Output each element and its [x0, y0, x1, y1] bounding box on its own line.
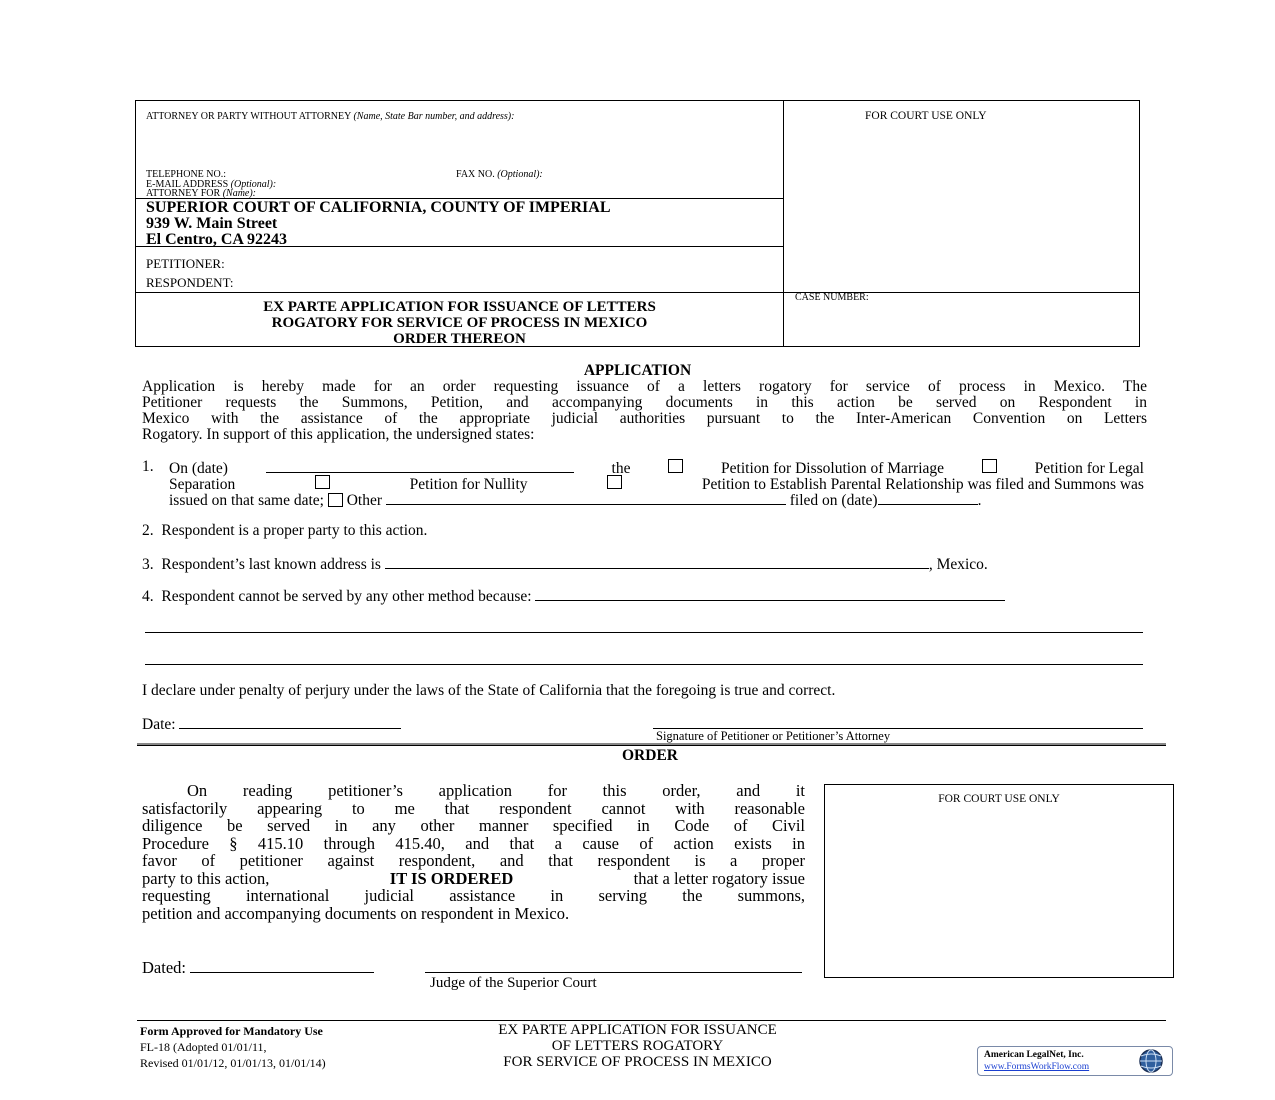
court-street: 939 W. Main Street	[146, 215, 278, 232]
order-line-4: Procedure § 415.10 through 415.40, and that a cause of action exists in	[142, 833, 805, 853]
item1-legal-label: Petition for Legal	[1034, 460, 1144, 477]
order-line-6c: that a letter rogatory issue	[633, 868, 805, 888]
item1-dissolution-label: Petition for Dissolution of Marriage	[721, 460, 945, 477]
order-line-6a: party to this action,	[142, 868, 270, 888]
item4-label: 4. Respondent cannot be served by any other method because:	[142, 588, 532, 605]
reason-blank-2[interactable]	[145, 632, 1143, 633]
legal-separation-checkbox[interactable]	[982, 459, 997, 473]
date-line	[142, 715, 401, 733]
judge-caption: Judge of the Superior Court	[430, 975, 597, 991]
item1-filed-label: filed on (date)	[789, 492, 878, 509]
caption-divider-vertical	[783, 100, 784, 347]
attorney-label: ATTORNEY OR PARTY WITHOUT ATTORNEY	[146, 111, 351, 122]
attorney-hint: (Name, State Bar number, and address):	[353, 111, 515, 122]
email-hint: (Optional):	[230, 179, 277, 190]
footer-form-id: FL-18 (Adopted 01/01/11,	[140, 1040, 267, 1054]
logo-company-name: American LegalNet, Inc.	[984, 1050, 1084, 1060]
form-title-line-3: ORDER THEREON	[393, 331, 526, 347]
footer-title-line-3: FOR SERVICE OF PROCESS IN MEXICO	[503, 1054, 772, 1070]
dated-blank[interactable]	[190, 959, 374, 973]
email-label: E-MAIL ADDRESS	[146, 179, 229, 190]
footer-revised: Revised 01/01/12, 01/01/13, 01/01/14)	[140, 1056, 326, 1070]
item3-line	[142, 555, 988, 573]
order-line-2: satisfactorily appearing to me that respondent cannot with reasonable	[142, 798, 805, 818]
caption-divider-title	[135, 292, 1140, 293]
address-blank[interactable]	[385, 555, 929, 569]
order-line-6	[142, 870, 805, 888]
case-number-label: CASE NUMBER:	[795, 292, 869, 303]
logo-url-link[interactable]: www.FormsWorkFlow.com	[984, 1062, 1090, 1072]
attorney-for-hint: (Name):	[222, 188, 257, 199]
case-number-field[interactable]	[795, 292, 869, 303]
respondent-label: RESPONDENT:	[146, 275, 234, 290]
item1-date-blank[interactable]	[266, 459, 574, 473]
order-line-1: On reading petitioner’s application for this order, and it	[187, 781, 805, 800]
reason-blank-3[interactable]	[145, 664, 1143, 665]
fax-label: FAX NO.	[456, 169, 495, 180]
petitioner-field[interactable]	[146, 256, 225, 272]
section-divider	[137, 743, 1166, 746]
form-title-line-1: EX PARTE APPLICATION FOR ISSUANCE OF LETTERS	[263, 299, 656, 315]
order-heading: ORDER	[622, 747, 678, 764]
item1-on-label: On (date)	[169, 460, 228, 477]
order-court-use-box	[824, 784, 1174, 978]
order-line-3: diligence be served in any other manner specified in Code of Civil	[142, 816, 805, 835]
application-heading: APPLICATION	[583, 362, 692, 379]
item3-mexico: , Mexico.	[928, 556, 988, 573]
item1-filed-date-blank[interactable]	[878, 491, 978, 505]
footer-divider	[137, 1020, 1166, 1021]
item1-period: .	[977, 492, 982, 509]
date-label: Date:	[142, 716, 176, 733]
signature-caption: Signature of Petitioner or Petitioner’s Attorney	[656, 729, 891, 743]
footer-form-info	[140, 1023, 326, 1071]
dated-label: Dated:	[142, 958, 186, 977]
item1-the-label: the	[611, 460, 631, 477]
dissolution-checkbox[interactable]	[668, 459, 683, 473]
item1-nullity-label: Petition for Nullity	[409, 476, 528, 493]
court-use-label: FOR COURT USE ONLY	[865, 110, 987, 122]
nullity-checkbox[interactable]	[315, 475, 330, 489]
item1-other-label: Other	[346, 492, 383, 509]
court-city: El Centro, CA 92243	[146, 231, 288, 248]
globe-icon	[1133, 1048, 1169, 1074]
date-blank[interactable]	[179, 715, 401, 729]
application-intro	[142, 379, 1147, 443]
respondent-field[interactable]	[146, 275, 233, 291]
item1-other-blank[interactable]	[386, 491, 786, 505]
order-line-7: requesting international judicial assistance in serving the summons,	[142, 886, 805, 905]
intro-line-2: Petitioner requests the Summons, Petition, and accompanying documents in this action be served on Respondent in	[142, 394, 1147, 411]
attorney-for-field[interactable]	[146, 188, 256, 199]
intro-line-3: Mexico with the assistance of the appropriate judicial authorities pursuant to the Inter-American Convention on Letters	[142, 410, 1147, 427]
item1-issued-label: issued on that same date;	[169, 492, 324, 509]
footer-title	[400, 1022, 875, 1070]
fax-hint: (Optional):	[497, 169, 543, 180]
reason-blank-1[interactable]	[535, 587, 1005, 601]
order-court-use-label: FOR COURT USE ONLY	[938, 793, 1060, 805]
item4-line	[142, 587, 1005, 605]
item1-number: 1.	[142, 458, 154, 475]
parental-relationship-checkbox[interactable]	[607, 475, 622, 489]
order-line-8: petition and accompanying documents on respondent in Mexico.	[142, 903, 570, 923]
order-line-5: favor of petitioner against respondent, and that respondent is a proper	[142, 851, 805, 870]
intro-line-1: Application is hereby made for an order requesting issuance of a letters rogatory for service of process in Mexico. The	[142, 378, 1147, 395]
dated-line	[142, 958, 374, 978]
form-title	[136, 299, 783, 347]
attorney-for-label: ATTORNEY FOR	[146, 188, 221, 199]
item1-line-3	[169, 491, 981, 509]
it-is-ordered: IT IS ORDERED	[389, 868, 514, 888]
footer-title-line-2: OF LETTERS ROGATORY	[551, 1038, 724, 1054]
item1-parental-label: Petition to Establish Parental Relationship was filed and Summons was	[701, 476, 1144, 493]
footer-title-line-1: EX PARTE APPLICATION FOR ISSUANCE	[498, 1022, 777, 1038]
footer-approved: Form Approved for Mandatory Use	[140, 1024, 323, 1038]
vendor-logo[interactable]	[977, 1046, 1173, 1076]
declaration: I declare under penalty of perjury under the laws of the State of California that the foregoing is true and correct.	[142, 682, 836, 699]
other-checkbox[interactable]	[328, 493, 343, 507]
intro-line-4: Rogatory. In support of this application, the undersigned states:	[142, 426, 535, 443]
attorney-field[interactable]	[146, 111, 514, 122]
petitioner-label: PETITIONER:	[146, 256, 225, 271]
item1-separation-label: Separation	[169, 476, 236, 493]
item3-label: 3. Respondent’s last known address is	[142, 556, 381, 573]
judge-signature-line[interactable]	[425, 972, 802, 973]
item2-text: 2. Respondent is a proper party to this action.	[142, 522, 428, 539]
order-body	[142, 782, 805, 922]
telephone-label: TELEPHONE NO.:	[146, 169, 226, 180]
court-name: SUPERIOR COURT OF CALIFORNIA, COUNTY OF IMPERIAL	[146, 199, 611, 216]
form-title-line-2: ROGATORY FOR SERVICE OF PROCESS IN MEXICO	[271, 315, 648, 331]
fax-field[interactable]	[456, 169, 543, 180]
